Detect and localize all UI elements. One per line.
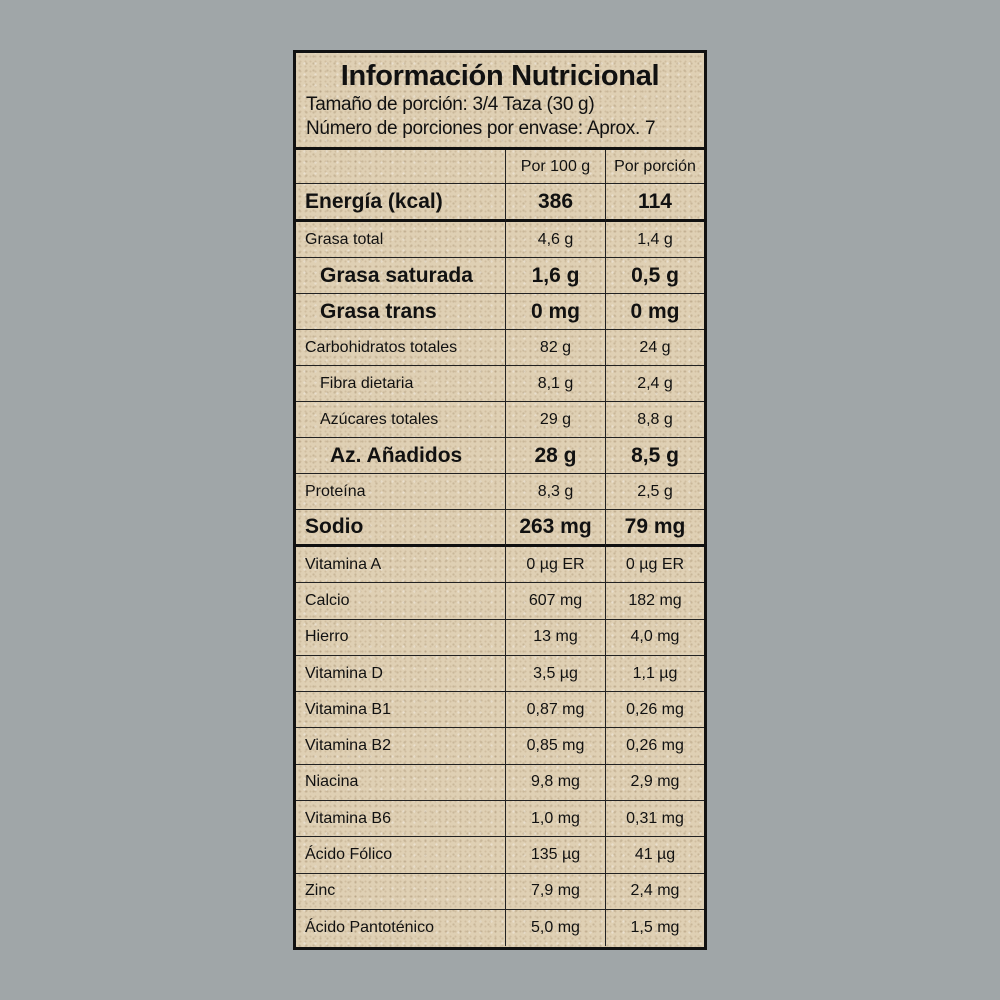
nutrient-per100: 1,0 mg: [506, 801, 606, 837]
nutrient-per100: 386: [506, 184, 606, 222]
nutrient-per100: 3,5 µg: [506, 656, 606, 692]
table-row: [296, 765, 704, 801]
nutrient-name: Zinc: [296, 874, 506, 910]
nutrient-per100: 0,87 mg: [506, 692, 606, 728]
nutrient-perserving: 1,4 g: [606, 222, 704, 258]
label-header: [296, 53, 704, 150]
nutrient-per100: 0 µg ER: [506, 547, 606, 583]
column-header-row: [296, 150, 704, 184]
table-row: [296, 184, 704, 222]
table-row: [296, 583, 704, 619]
table-row: [296, 801, 704, 837]
nutrient-name: Grasa saturada: [296, 258, 506, 294]
nutrient-per100: 8,3 g: [506, 474, 606, 510]
table-row: [296, 330, 704, 366]
nutrient-perserving: 79 mg: [606, 510, 704, 547]
column-header-empty: [296, 150, 506, 184]
nutrient-perserving: 2,9 mg: [606, 765, 704, 801]
table-row: [296, 366, 704, 402]
nutrient-perserving: 8,8 g: [606, 402, 704, 438]
table-row: [296, 692, 704, 728]
nutrient-name: Niacina: [296, 765, 506, 801]
nutrient-perserving: 182 mg: [606, 583, 704, 619]
nutrient-per100: 0 mg: [506, 294, 606, 330]
table-row: [296, 656, 704, 692]
label-title: Información Nutricional: [340, 60, 660, 92]
table-row: [296, 438, 704, 474]
nutrient-perserving: 0,26 mg: [606, 692, 704, 728]
nutrient-name: Ácido Pantoténico: [296, 910, 506, 946]
nutrient-per100: 82 g: [506, 330, 606, 366]
column-header-perserving: Por porción: [606, 150, 704, 184]
nutrient-per100: 5,0 mg: [506, 910, 606, 946]
table-row: [296, 510, 704, 547]
nutrient-name: Energía (kcal): [296, 184, 506, 222]
nutrient-perserving: 0 µg ER: [606, 547, 704, 583]
nutrient-per100: 13 mg: [506, 620, 606, 656]
nutrient-name: Ácido Fólico: [296, 837, 506, 873]
column-header-per100: Por 100 g: [506, 150, 606, 184]
nutrient-perserving: 0,5 g: [606, 258, 704, 294]
nutrient-per100: 28 g: [506, 438, 606, 474]
nutrient-perserving: 0,26 mg: [606, 728, 704, 764]
nutrient-perserving: 1,1 µg: [606, 656, 704, 692]
nutrient-perserving: 24 g: [606, 330, 704, 366]
table-row: [296, 874, 704, 910]
nutrient-perserving: 1,5 mg: [630, 919, 680, 937]
nutrient-name: Proteína: [296, 474, 506, 510]
nutrition-facts-label: [293, 50, 707, 950]
table-row: [296, 547, 704, 583]
nutrient-perserving: 0 mg: [606, 294, 704, 330]
nutrient-name: Sodio: [296, 510, 506, 547]
table-row: [296, 620, 704, 656]
nutrient-name: Grasa total: [296, 222, 506, 258]
nutrient-name: Grasa trans: [296, 294, 506, 330]
nutrient-name: Vitamina B6: [296, 801, 506, 837]
nutrient-name: Vitamina B2: [296, 728, 506, 764]
nutrient-perserving: 2,4 g: [606, 366, 704, 402]
nutrient-per100: 8,1 g: [506, 366, 606, 402]
nutrient-per100: 9,8 mg: [506, 765, 606, 801]
table-row: [296, 258, 704, 294]
table-row: [296, 910, 704, 946]
nutrient-perserving: 0,31 mg: [606, 801, 704, 837]
nutrient-per100: 263 mg: [506, 510, 606, 547]
nutrient-name: Fibra dietaria: [296, 366, 506, 402]
nutrient-name: Vitamina A: [296, 547, 506, 583]
nutrient-name: Hierro: [296, 620, 506, 656]
nutrient-per100: 0,85 mg: [506, 728, 606, 764]
nutrient-per100: 1,6 g: [506, 258, 606, 294]
table-row: [296, 222, 704, 258]
nutrient-per100: 4,6 g: [506, 222, 606, 258]
nutrient-name: Vitamina B1: [296, 692, 506, 728]
table-row: [296, 837, 704, 873]
nutrient-name: Vitamina D: [296, 656, 506, 692]
nutrient-perserving: 8,5 g: [606, 438, 704, 474]
nutrient-name: Az. Añadidos: [296, 438, 506, 474]
nutrient-name: Calcio: [296, 583, 506, 619]
nutrient-per100: 135 µg: [506, 837, 606, 873]
servings-per-container: Número de porciones por envase: Aprox. 7: [306, 118, 656, 139]
nutrient-perserving: 2,5 g: [606, 474, 704, 510]
nutrient-name: Azúcares totales: [296, 402, 506, 438]
table-row: [296, 402, 704, 438]
table-row: [296, 728, 704, 764]
serving-size: Tamaño de porción: 3/4 Taza (30 g): [306, 94, 595, 115]
nutrient-per100: 7,9 mg: [506, 874, 606, 910]
nutrient-per100: 29 g: [506, 402, 606, 438]
nutrient-perserving: 114: [606, 184, 704, 222]
nutrient-perserving: 2,4 mg: [606, 874, 704, 910]
table-row: [296, 474, 704, 510]
nutrient-perserving: 41 µg: [606, 837, 704, 873]
nutrient-per100: 607 mg: [506, 583, 606, 619]
nutrient-name: Carbohidratos totales: [296, 330, 506, 366]
nutrient-perserving: 4,0 mg: [606, 620, 704, 656]
table-row: [296, 294, 704, 330]
